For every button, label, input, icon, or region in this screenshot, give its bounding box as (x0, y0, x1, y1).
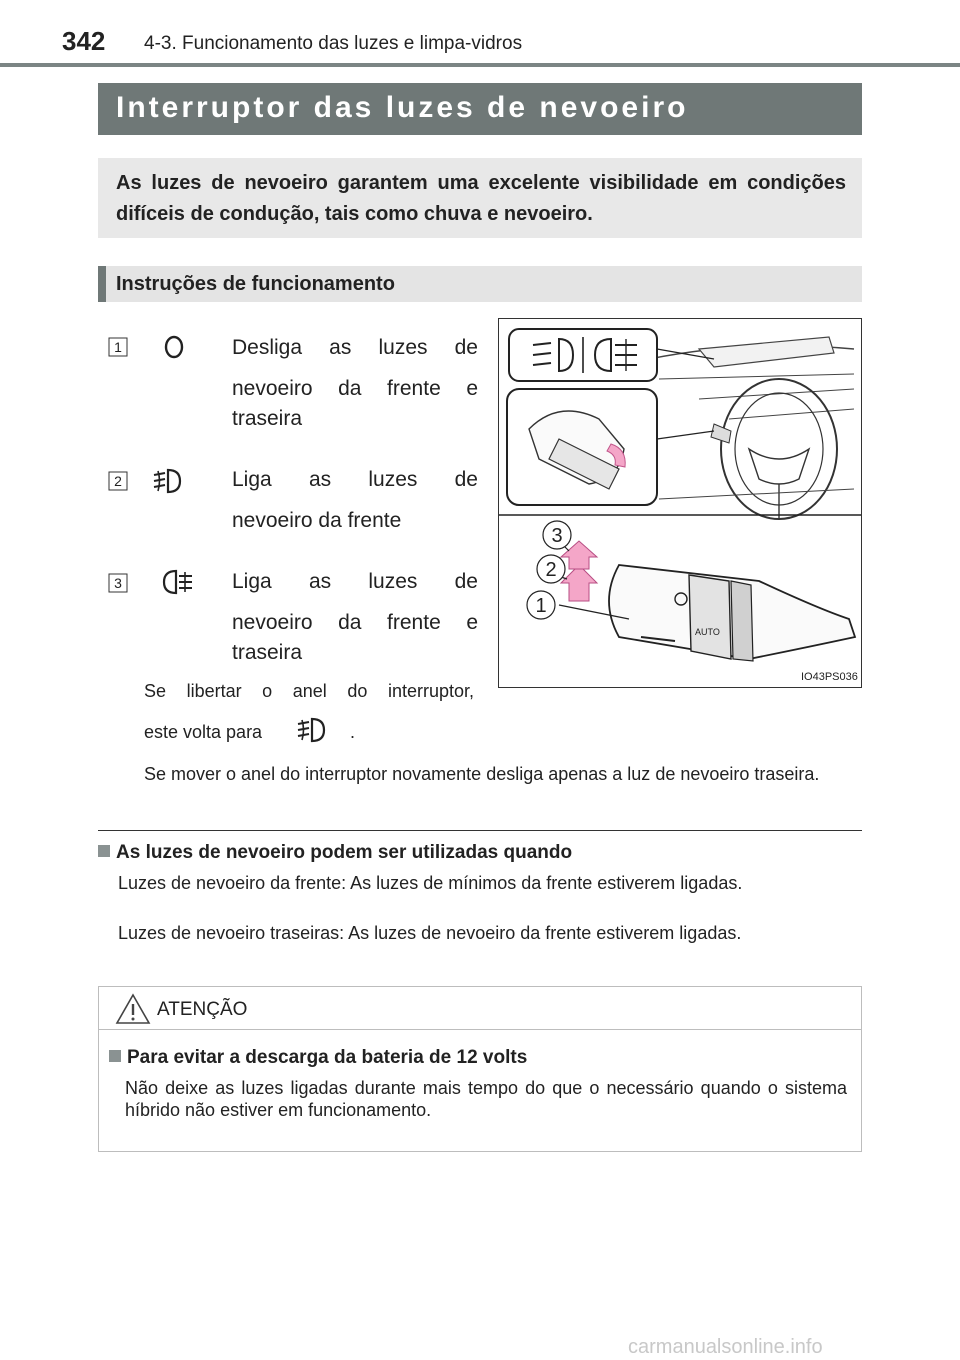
item-3-text: nevoeiro da frente e traseira (232, 611, 478, 664)
subheading: Instruções de funcionamento (116, 273, 395, 295)
warning-box (98, 986, 862, 1152)
section-divider (98, 830, 862, 831)
warning-label: ATENÇÃO (157, 999, 248, 1020)
svg-text:2: 2 (114, 473, 122, 489)
intro-box (98, 158, 862, 238)
figure-code: IO43PS036 (801, 671, 858, 683)
warning-heading: Para evitar a descarga da bateria de 12 volts (127, 1047, 528, 1068)
warning-triangle-icon (115, 993, 151, 1025)
svg-text:1: 1 (535, 595, 547, 617)
usage-rear: Luzes de nevoeiro traseiras: As luzes de nevoeiro da frente estiverem ligadas. (118, 923, 742, 943)
header-rule (0, 63, 960, 67)
item-3-line1: Liga as luzes de (232, 570, 478, 593)
svg-text:1: 1 (114, 339, 122, 355)
number-3-badge (108, 573, 128, 593)
subheading-bar (98, 266, 862, 302)
number-2-badge (108, 471, 128, 491)
release-note-end: . (350, 722, 356, 742)
fog-off-icon (162, 334, 186, 360)
usage-heading: As luzes de nevoeiro podem ser utilizadas quando (116, 842, 573, 863)
move-again-note: Se mover o anel do interruptor novamente desliga apenas a luz de nevoeiro traseira. (144, 764, 820, 784)
page-title: Interruptor das luzes de nevoeiro (116, 91, 689, 124)
usage-front: Luzes de nevoeiro da frente: As luzes de mínimos da frente estiverem ligadas. (118, 873, 743, 893)
title-bar (98, 83, 862, 135)
intro-text: As luzes de nevoeiro garantem uma excelente visibilidade em condições difíceis de condução, tais como chuva e nevoeiro. (116, 172, 846, 225)
section-title: 4-3. Funcionamento das luzes e limpa-vidros (144, 33, 523, 54)
svg-text:3: 3 (551, 525, 563, 547)
item-1-text: nevoeiro da frente e traseira (232, 377, 478, 430)
release-note-line2: este volta para (144, 722, 263, 742)
bullet-square-icon (98, 845, 110, 857)
svg-text:2: 2 (545, 559, 557, 581)
release-note-line1: Se libertar o anel do interruptor, (144, 681, 474, 701)
front-fog-icon (150, 467, 184, 495)
front-fog-icon (294, 716, 328, 744)
svg-text:AUTO: AUTO (695, 627, 720, 637)
item-1-line1: Desliga as luzes de (232, 336, 478, 359)
warning-text: Não deixe as luzes ligadas durante mais tempo do que o necessário quando o sistema híbrido não estiver em funcionamento. (125, 1078, 847, 1120)
usage-heading-row (98, 842, 572, 864)
warning-rule (99, 1029, 861, 1030)
illustration-drawing (499, 319, 861, 687)
number-1-badge (108, 337, 128, 357)
svg-text:3: 3 (114, 575, 122, 591)
item-2-line1: Liga as luzes de (232, 468, 478, 491)
watermark: carmanualsonline.info (628, 1336, 823, 1358)
rear-fog-icon (160, 568, 196, 596)
warning-heading-row (109, 1047, 527, 1069)
bullet-square-icon (109, 1050, 121, 1062)
subheading-accent (98, 266, 106, 302)
page-number: 342 (62, 26, 106, 56)
item-2-text: nevoeiro da frente (232, 509, 402, 532)
switch-illustration (498, 318, 862, 688)
